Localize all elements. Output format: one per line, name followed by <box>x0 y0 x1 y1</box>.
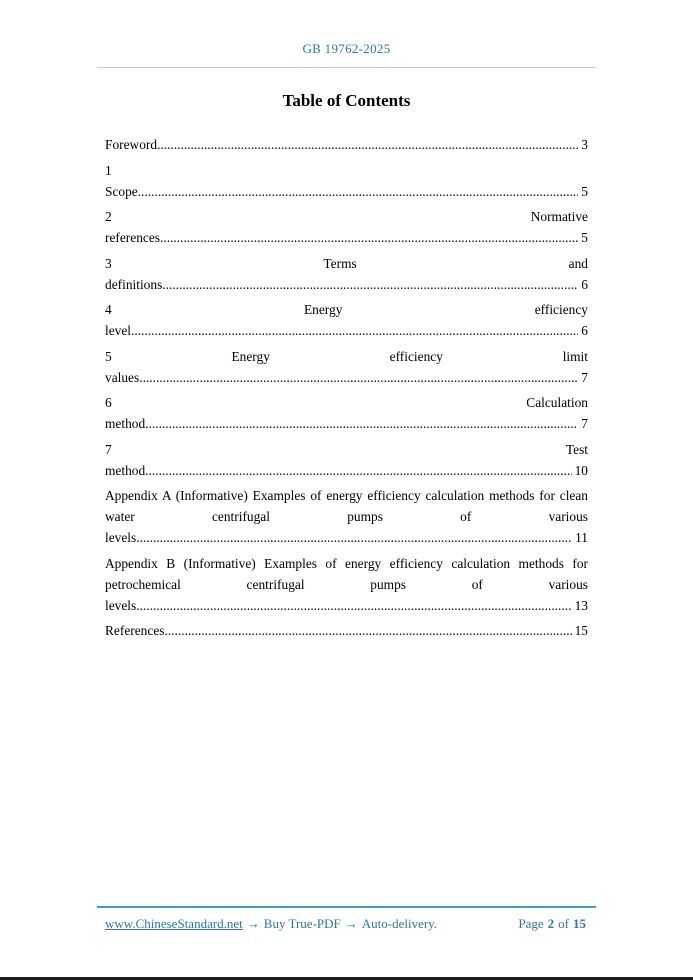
page-title: Table of Contents <box>282 91 411 110</box>
page-current: 2 <box>547 916 555 931</box>
toc-entry-label: 3 Terms and definitions <box>105 255 588 292</box>
page-footer <box>105 916 588 932</box>
toc-entry-page: 5 <box>578 181 588 202</box>
toc-entry[interactable] <box>105 553 588 616</box>
toc-dot-leader <box>162 277 588 292</box>
toc-entry[interactable] <box>105 160 588 202</box>
toc-entry-label: Foreword <box>105 137 158 152</box>
toc-dot-leader <box>139 370 588 385</box>
footer-delivery-text: Auto-delivery. <box>361 916 438 931</box>
page-word: Page <box>518 916 544 931</box>
toc-entry[interactable] <box>105 253 588 295</box>
toc-entry-page: 6 <box>578 320 588 341</box>
toc-section <box>105 90 588 646</box>
toc-dot-leader <box>136 598 588 613</box>
document-number: GB 19762-2025 <box>302 41 391 56</box>
toc-entry-page: 10 <box>572 460 588 481</box>
toc-entry-label: 5 Energy efficiency limit values <box>105 348 588 385</box>
toc-entry-page: 11 <box>572 527 588 548</box>
toc-entry-page: 5 <box>578 227 588 248</box>
footer-divider <box>97 906 596 908</box>
toc-dot-leader <box>145 463 588 478</box>
toc-entry-page: 3 <box>578 134 588 155</box>
toc-entry-page: 6 <box>578 274 588 295</box>
page-total: 15 <box>573 916 586 931</box>
toc-entry[interactable] <box>105 134 588 155</box>
toc-entry-page: 7 <box>578 413 588 434</box>
toc-entry[interactable] <box>105 346 588 388</box>
header-divider <box>97 67 596 68</box>
toc-entry-label: References <box>105 623 165 638</box>
toc-entry-label: Appendix B (Informative) Examples of energy efficiency calculation methods for petrochemical centrifugal pumps of various levels <box>105 555 588 613</box>
toc-entry-label: Appendix A (Informative) Examples of energy efficiency calculation methods for clean water centrifugal pumps of various levels <box>105 488 588 545</box>
toc-entry-label: 4 Energy efficiency level <box>105 302 588 338</box>
toc-list <box>105 134 588 641</box>
toc-entry[interactable] <box>105 299 588 341</box>
toc-entry-page: 13 <box>572 595 588 616</box>
toc-entry-label: 1 Scope <box>105 162 138 199</box>
toc-entry[interactable] <box>105 392 588 434</box>
toc-entry[interactable] <box>105 439 588 481</box>
footer-left <box>105 916 437 932</box>
toc-dot-leader <box>138 184 588 199</box>
toc-dot-leader <box>136 530 588 545</box>
site-link[interactable]: www.ChineseStandard.net <box>105 916 243 931</box>
toc-entry-page: 15 <box>572 620 588 641</box>
toc-entry[interactable] <box>105 620 588 641</box>
toc-dot-leader <box>131 323 588 338</box>
arrow-icon: → <box>246 916 260 931</box>
toc-dot-leader <box>160 230 588 245</box>
arrow-icon: → <box>344 916 358 931</box>
footer-page-indicator <box>516 916 588 932</box>
of-word: of <box>558 916 569 931</box>
toc-entry-label: 2 Normative references <box>105 209 588 245</box>
footer-buy-text: Buy True-PDF <box>263 916 341 931</box>
toc-entry-label: 7 Test method <box>105 441 588 478</box>
toc-dot-leader <box>157 137 588 152</box>
toc-entry[interactable] <box>105 206 588 248</box>
toc-dot-leader <box>164 623 588 638</box>
toc-dot-leader <box>145 416 588 431</box>
toc-entry-page: 7 <box>578 367 588 388</box>
toc-entry[interactable] <box>105 485 588 548</box>
toc-entry-label: 6 Calculation method <box>105 395 588 431</box>
